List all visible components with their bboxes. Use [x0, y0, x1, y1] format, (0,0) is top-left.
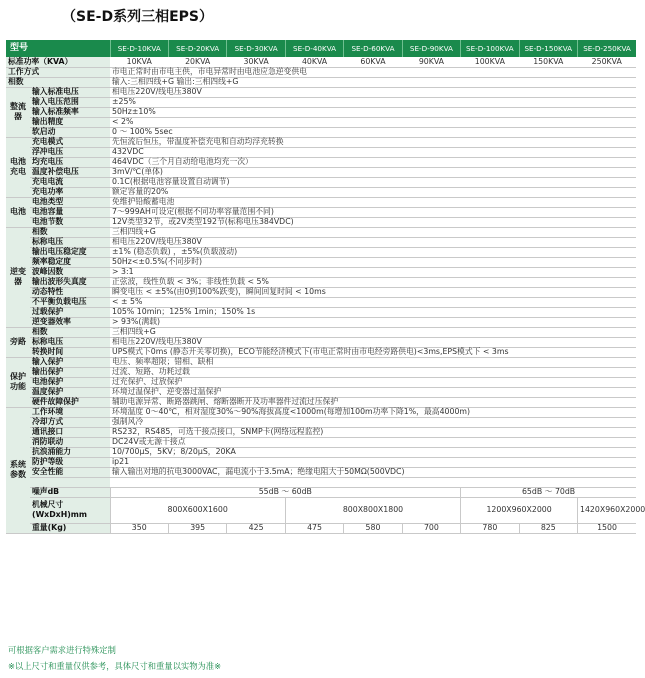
table-row	[6, 97, 636, 107]
weight-value: 475	[285, 523, 343, 533]
table-row	[6, 317, 636, 327]
noise-label: 噪声dB	[30, 487, 110, 497]
table-row	[6, 407, 636, 417]
spec-value: > 93%(满载)	[110, 317, 636, 327]
table-row	[6, 377, 636, 387]
spec-value: 环境温度 0～40℃，相对湿度30%～90%海拔高度<1000m(每增加100m功率下降1%，最高4000m)	[110, 407, 636, 417]
spec-value: > 3:1	[110, 267, 636, 277]
spec-label: 温度保护	[30, 387, 110, 397]
spec-label: 相数	[30, 327, 110, 337]
power-value: 90KVA	[402, 57, 460, 67]
spec-label: 工作环境	[30, 407, 110, 417]
spec-label: 防护等级	[30, 457, 110, 467]
group-bypass: 旁路	[6, 327, 30, 357]
table-row	[6, 457, 636, 467]
spec-value: UPS模式下0ms (静态开关零切换)，ECO节能经济模式下(市电正常时由市电经旁路供电)<3ms,EPS模式下 < 3ms	[110, 347, 636, 357]
power-value: 20KVA	[168, 57, 226, 67]
table-row	[6, 207, 636, 217]
spec-value: ±1% (稳态负载) ，±5%(负载波动)	[110, 247, 636, 257]
table-row	[6, 177, 636, 187]
spec-label: 充电电流	[30, 177, 110, 187]
table-row	[6, 477, 636, 487]
spec-label: 浮冲电压	[30, 147, 110, 157]
spec-value: 瞬变电压 < ±5%(由0到100%跃变)，瞬间回复时间 < 10ms	[110, 287, 636, 297]
power-value: 30KVA	[227, 57, 285, 67]
spec-value: 50Hz±10%	[110, 107, 636, 117]
spec-table	[6, 40, 645, 534]
table-row	[6, 77, 636, 87]
spec-label: 动态特性	[30, 287, 110, 297]
spec-label: 电池保护	[30, 377, 110, 387]
group-protection: 保护功能	[6, 357, 30, 407]
group-rectifier: 整流器	[6, 87, 30, 137]
spec-value: 强制风冷	[110, 417, 636, 427]
noise-value-b: 65dB ～ 70dB	[461, 487, 636, 497]
spec-value: < ± 5%	[110, 297, 636, 307]
group-charging: 电池充电	[6, 137, 30, 197]
spec-label: 电池容量	[30, 207, 110, 217]
footnotes	[8, 642, 221, 674]
table-row	[6, 467, 636, 477]
weight-value: 700	[402, 523, 460, 533]
spec-value: 额定容量的20%	[110, 187, 636, 197]
spec-value: 输入输出对地的抗电3000VAC，漏电流小于3.5mA；绝缘电阻大于50MΩ(500VDC)	[110, 467, 636, 477]
table-row	[6, 157, 636, 167]
spec-value: RS232，RS485，可选干接点接口，SNMP卡(网络远程监控)	[110, 427, 636, 437]
spec-value: 免维护铅酸蓄电池	[110, 197, 636, 207]
spec-label: 波峰因数	[30, 267, 110, 277]
spec-label: 不平衡负载电压	[30, 297, 110, 307]
table-row	[6, 297, 636, 307]
table-row	[6, 397, 636, 407]
weight-value: 580	[344, 523, 402, 533]
power-value: 250KVA	[578, 57, 636, 67]
table-row	[6, 217, 636, 227]
spec-value: 105% 10min；125% 1min；150% 1s	[110, 307, 636, 317]
spec-label: 充电功率	[30, 187, 110, 197]
spec-value: 7～999AH可设定(根据不同功率容量范围不同)	[110, 207, 636, 217]
power-value: 60KVA	[344, 57, 402, 67]
spec-value: 432VDC	[110, 147, 636, 157]
spec-value: 正弦波，线性负载 < 3%；非线性负载 < 5%	[110, 277, 636, 287]
size-label: 机械尺寸(WxDxH)mm	[30, 497, 110, 523]
table-row	[6, 107, 636, 117]
table-row	[6, 267, 636, 277]
table-row	[6, 447, 636, 457]
model-cell: SE-D-30KVA	[227, 40, 285, 57]
table-row	[6, 247, 636, 257]
table-row	[6, 147, 636, 157]
spec-label: 充电模式	[30, 137, 110, 147]
size-value-d: 1420X960X2000	[578, 497, 636, 523]
spec-label: 过载保护	[30, 307, 110, 317]
size-value-a: 800X600X1600	[110, 497, 285, 523]
size-row	[6, 497, 636, 523]
spec-value: 50Hz<±0.5%(不同步时)	[110, 257, 636, 267]
note-custom: 可根据客户需求进行特殊定制	[8, 645, 116, 655]
note-disclaimer: ※以上尺寸和重量仅供参考，具体尺寸和重量以实物为准※	[8, 661, 222, 671]
spec-label: 通讯接口	[30, 427, 110, 437]
model-cell: SE-D-250KVA	[578, 40, 636, 57]
model-cell: SE-D-10KVA	[110, 40, 168, 57]
spec-label: 频率稳定度	[30, 257, 110, 267]
table-row	[6, 137, 636, 147]
group-inverter: 逆变器	[6, 227, 30, 327]
spec-value: < 2%	[110, 117, 636, 127]
table-row	[6, 367, 636, 377]
spec-value: ±25%	[110, 97, 636, 107]
table-row	[6, 197, 636, 207]
spec-label: 硬件故障保护	[30, 397, 110, 407]
table-row	[6, 257, 636, 267]
table-row	[6, 117, 636, 127]
spec-label: 输出波形失真度	[30, 277, 110, 287]
spec-label: 冷却方式	[30, 417, 110, 427]
weight-value: 780	[461, 523, 519, 533]
spec-label: 软启动	[30, 127, 110, 137]
spec-label	[30, 477, 110, 487]
header-row	[6, 40, 636, 57]
spec-label: 逆变器效率	[30, 317, 110, 327]
power-value: 100KVA	[461, 57, 519, 67]
power-label: 标准功率（KVA）	[6, 57, 110, 67]
table-row	[6, 357, 636, 367]
model-cell: SE-D-90KVA	[402, 40, 460, 57]
spec-label: 标称电压	[30, 337, 110, 347]
spec-label: 输入标准电压	[30, 87, 110, 97]
table-row	[6, 337, 636, 347]
table-row	[6, 287, 636, 297]
spec-label: 工作方式	[6, 67, 110, 77]
spec-value: 电压、频率超限；错相、缺相	[110, 357, 636, 367]
table-row	[6, 387, 636, 397]
weight-row	[6, 523, 636, 533]
weight-label: 重量(Kg)	[30, 523, 110, 533]
power-row	[6, 57, 636, 67]
spec-label: 输入电压范围	[30, 97, 110, 107]
spec-label: 温度补偿电压	[30, 167, 110, 177]
spec-value: 464VDC（三个月自动给电池均充一次）	[110, 157, 636, 167]
spec-label: 标称电压	[30, 237, 110, 247]
size-value-b: 800X800X1800	[285, 497, 460, 523]
spec-label: 相数	[30, 227, 110, 237]
spec-value: 三相四线+G	[110, 327, 636, 337]
table-row	[6, 127, 636, 137]
spec-value: DC24V或无源干接点	[110, 437, 636, 447]
spec-label: 输出精度	[30, 117, 110, 127]
spec-label: 消防联动	[30, 437, 110, 447]
noise-value-a: 55dB ～ 60dB	[110, 487, 461, 497]
spec-label: 转换时间	[30, 347, 110, 357]
spec-value: 相电压220V/线电压380V	[110, 87, 636, 97]
size-value-c: 1200X960X2000	[461, 497, 578, 523]
table-row	[6, 277, 636, 287]
power-value: 10KVA	[110, 57, 168, 67]
spec-label: 输入标准频率	[30, 107, 110, 117]
spec-value: ip21	[110, 457, 636, 467]
spec-label: 相数	[6, 77, 110, 87]
model-cell: SE-D-40KVA	[285, 40, 343, 57]
spec-value: 0 ～ 100% 5sec	[110, 127, 636, 137]
table-row	[6, 427, 636, 437]
spec-value: 市电正常时由市电主供，市电异常时由电池应急逆变供电	[110, 67, 636, 77]
power-value: 40KVA	[285, 57, 343, 67]
spec-label: 安全性能	[30, 467, 110, 477]
spec-label: 电池类型	[30, 197, 110, 207]
spec-label: 电池节数	[30, 217, 110, 227]
spec-label: 输入保护	[30, 357, 110, 367]
table-row	[6, 307, 636, 317]
spec-label: 抗浪涌能力	[30, 447, 110, 457]
spec-value: 先恒流后恒压，带温度补偿充电和自动均浮充转换	[110, 137, 636, 147]
group-system: 系统参数	[6, 407, 30, 533]
page-title: （SE-D系列三相EPS）	[62, 9, 213, 25]
spec-value: 环境过温保护、逆变器过温保护	[110, 387, 636, 397]
spec-value: 三相四线+G	[110, 227, 636, 237]
spec-value: 相电压220V/线电压380V	[110, 337, 636, 347]
table-row	[6, 237, 636, 247]
model-cell: SE-D-100KVA	[461, 40, 519, 57]
table-row	[6, 347, 636, 357]
spec-value: 12V类型32节，或2V类型192节(标称电压384VDC)	[110, 217, 636, 227]
spec-label: 输出保护	[30, 367, 110, 377]
table-row	[6, 437, 636, 447]
power-value: 150KVA	[519, 57, 577, 67]
spec-value: 辅助电源异常、断路器跳闸、熔断器断开及功率器件过流过压保护	[110, 397, 636, 407]
model-cell: SE-D-60KVA	[344, 40, 402, 57]
spec-value: 相电压220V/线电压380V	[110, 237, 636, 247]
table-row	[6, 67, 636, 77]
table-row	[6, 327, 636, 337]
spec-value: 过流、短路、功耗过载	[110, 367, 636, 377]
weight-value: 1500	[578, 523, 636, 533]
spec-value: 过充保护、过放保护	[110, 377, 636, 387]
group-battery: 电池	[6, 197, 30, 227]
model-label: 型号	[6, 40, 110, 57]
table-row	[6, 187, 636, 197]
spec-label: 输出电压稳定度	[30, 247, 110, 257]
weight-value: 350	[110, 523, 168, 533]
spec-value: 3mV/℃(单体)	[110, 167, 636, 177]
model-cell: SE-D-150KVA	[519, 40, 577, 57]
table-row	[6, 227, 636, 237]
spec-value	[110, 477, 636, 487]
weight-value: 425	[227, 523, 285, 533]
table-row	[6, 417, 636, 427]
spec-value: 0.1C(根据电池容量设置自动调节)	[110, 177, 636, 187]
table-row	[6, 167, 636, 177]
table-row	[6, 87, 636, 97]
model-cell: SE-D-20KVA	[168, 40, 226, 57]
spec-value: 输入:三相四线+G 输出:三相四线+G	[110, 77, 636, 87]
spec-value: 10/700μS，5KV；8/20μS，20KA	[110, 447, 636, 457]
weight-value: 825	[519, 523, 577, 533]
noise-row	[6, 487, 636, 497]
spec-label: 均充电压	[30, 157, 110, 167]
weight-value: 395	[168, 523, 226, 533]
